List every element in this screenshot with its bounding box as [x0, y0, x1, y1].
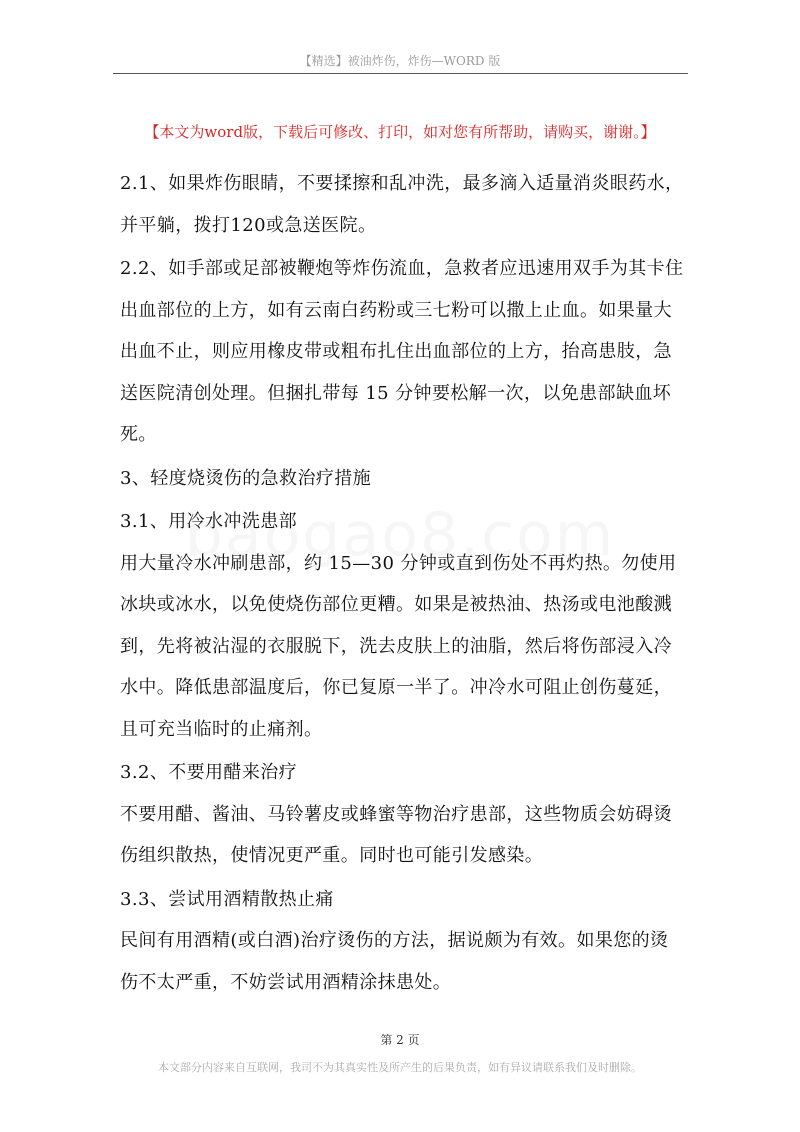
paragraph-3-1: 用大量冷水冲刷患部，约 15—30 分钟或直到伤处不再灼热。勿使用冰块或冰水，以免使烧伤部位更糟。如果是被热油、热汤或电池酸溅到，先将被沾湿的衣服脱下，洗去皮肤上的油脂，然后将伤部浸入冷水中。降低患部温度后，你已复原一半了。冲冷水可阻止创伤蔓延，且可充当临时的止痛剂。	[120, 552, 677, 740]
paragraph-3-2: 不要用醋、酱油、马铃薯皮或蜂蜜等物治疗患部，这些物质会妨碍烫伤组织散热，使情况更严重。同时也可能引发感染。	[120, 803, 672, 866]
subheading-3-2: 3.2、不要用醋来治疗	[120, 762, 298, 783]
paragraph-2-1: 2.1、如果炸伤眼睛，不要揉擦和乱冲洗，最多滴入适量消炎眼药水，并平躺，拨打120或急送医院。	[120, 173, 684, 236]
page-header: 【精选】被油炸伤，炸伤—WORD 版	[299, 54, 501, 68]
subheading-3-1: 3.1、用冷水冲洗患部	[120, 511, 298, 532]
paragraph-2-2: 2.2、如手部或足部被鞭炮等炸伤流血，急救者应迅速用双手为其卡住出血部位的上方，如有云南白药粉或三七粉可以撒上止血。如果量大出血不止，则应用橡皮带或粗布扎住出血部位的上方，抬高患肢，急送医院清创处理。但捆扎带每 15 分钟要松解一次，以免患部缺血坏死。	[120, 258, 684, 445]
page-number: 第 2 页	[380, 1033, 420, 1047]
header-divider	[113, 73, 688, 74]
paragraph-3-3: 民间有用酒精(或白酒)治疗烫伤的方法，据说颇为有效。如果您的烫伤不太严重，不妨尝试用酒精涂抹患处。	[120, 930, 669, 993]
page-footer: 本文部分内容来自互联网，我司不为其真实性及所产生的后果负责，如有异议请联系我们及时删除。	[158, 1061, 642, 1074]
document-body	[120, 163, 685, 1003]
purchase-notice: 【本文为word版，下载后可修改、打印，如对您有所帮助，请购买，谢谢。】	[144, 123, 656, 141]
section-heading-3: 3、轻度烧烫伤的急救治疗措施	[120, 467, 372, 489]
subheading-3-3: 3.3、尝试用酒精散热止痛	[120, 888, 334, 910]
